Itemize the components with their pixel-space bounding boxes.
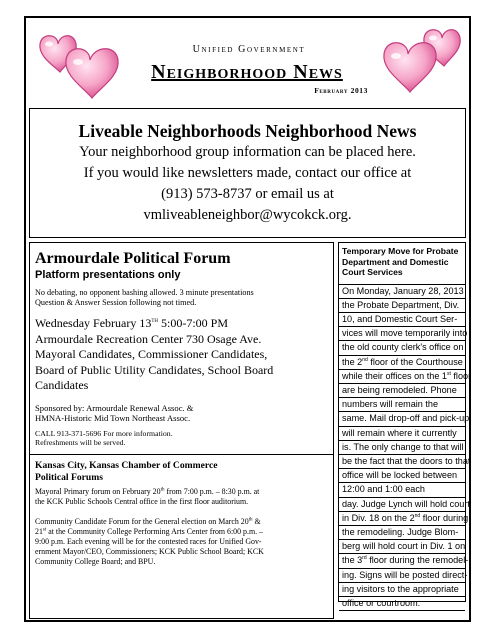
sidebar-line: the 3rd floor during the remodel-	[339, 553, 465, 567]
forum-details	[35, 316, 329, 394]
sidebar-article	[338, 242, 472, 608]
kck-paragraph: Mayoral Primary forum on February 20th from 7:00 p.m. – 8:30 p.m. at the KCK Public Schools Central office in the first floor auditorium.	[35, 487, 260, 506]
kck-paragraph: Community Candidate Forum for the General election on March 20th & 21st at the Community College Performing Arts Center from 6:00 p.m. – 9:00 p.m. Each evening will be for the contested races for Unified Gov- ernment Mayor/CEO, Commissioners; KCK Public School Board; KCK Community College Board; and BPU.	[35, 517, 264, 566]
sidebar-line: are being remodeled. Phone	[339, 383, 465, 397]
sidebar-line: berg will hold court in Div. 1 on	[339, 539, 465, 553]
lead-line: If you would like newsletters made, contact our office at	[83, 165, 412, 181]
sidebar-line: be the fact that the doors to that	[339, 454, 465, 468]
hearts-left-icon	[34, 26, 122, 106]
forum-rules: No debating, no opponent bashing allowed. 3 minute presentations	[35, 288, 254, 297]
sidebar-line: is. The only change to that will	[339, 440, 465, 454]
sidebar-line: On Monday, January 28, 2013	[339, 284, 465, 298]
forum-candidates: Board of Public Utility Candidates, School Board	[35, 362, 274, 377]
sidebar-line: same. Mail drop-off and pick-up	[339, 411, 465, 425]
lead-announcement	[29, 108, 466, 238]
hearts-right-icon	[378, 22, 468, 102]
sidebar-line: office or courtroom.	[339, 596, 465, 611]
sidebar-line: while their offices on the 1st floor	[339, 369, 465, 383]
kck-chamber-article	[30, 455, 333, 567]
sidebar-headline: Temporary Move for Probate Department and Domestic Court Services	[342, 246, 459, 277]
lead-headline: Liveable Neighborhoods Neighborhood News	[78, 121, 417, 141]
sidebar-line: 12:00 and 1:00 each	[339, 482, 465, 496]
sidebar-line: ing visitors to the appropriate	[339, 582, 465, 596]
article-subtitle: Platform presentations only	[35, 269, 181, 281]
left-column	[29, 242, 334, 619]
sidebar-line: day. Judge Lynch will hold court	[339, 497, 465, 511]
sidebar-line: the old county clerk's office on	[339, 340, 465, 354]
article-title: Armourdale Political Forum	[35, 250, 231, 267]
sidebar-line: the 2nd floor of the Courthouse	[339, 355, 465, 369]
forum-sponsors: Sponsored by: Armourdale Renewal Assoc. & HMNA-Historic Mid Town Northeast Assoc.	[35, 402, 194, 423]
forum-date: Wednesday February 13TH 5:00-7:00 PM	[35, 316, 229, 330]
sidebar-line: will remain where it currently	[339, 426, 465, 440]
forum-rules: Question & Answer Session following not timed.	[35, 298, 197, 307]
article-title: Kansas City, Kansas Chamber of Commerce Political Forums	[35, 460, 218, 483]
issue-date: February 2013	[314, 86, 368, 95]
sidebar-line: in Div. 18 on the 2nd floor during	[339, 511, 465, 525]
armourdale-forum-article	[30, 243, 333, 455]
lead-line: Your neighborhood group information can be placed here.	[79, 144, 416, 160]
sidebar-line: the Probate Department, Div.	[339, 298, 465, 312]
sidebar-line: vices will move temporarily into	[339, 326, 465, 340]
sidebar-line: numbers will remain the	[339, 397, 465, 411]
forum-candidates: Candidates	[35, 378, 89, 392]
masthead	[110, 44, 380, 95]
forum-location: Armourdale Recreation Center 730 Osage Ave.	[35, 331, 262, 346]
forum-contact: CALL 913-371-5696 For more information. Refreshments will be served.	[35, 428, 173, 447]
sidebar-line: office will be locked between	[339, 468, 465, 482]
lead-email: vmliveableneighbor@wycokck.org.	[143, 207, 352, 223]
sidebar-line: ing. Signs will be posted direct-	[339, 568, 465, 582]
newsletter-title: Neighborhood News	[151, 61, 343, 83]
sidebar-line: the remodeling. Judge Blom-	[339, 525, 465, 539]
sidebar-body	[339, 284, 472, 612]
lead-line: (913) 573-8737 or email us at	[161, 186, 334, 202]
sidebar-line: 10, and Domestic Court Ser-	[339, 312, 465, 326]
organization-name: Unified Government	[192, 44, 306, 55]
forum-candidates: Mayoral Candidates, Commissioner Candidates,	[35, 347, 268, 361]
